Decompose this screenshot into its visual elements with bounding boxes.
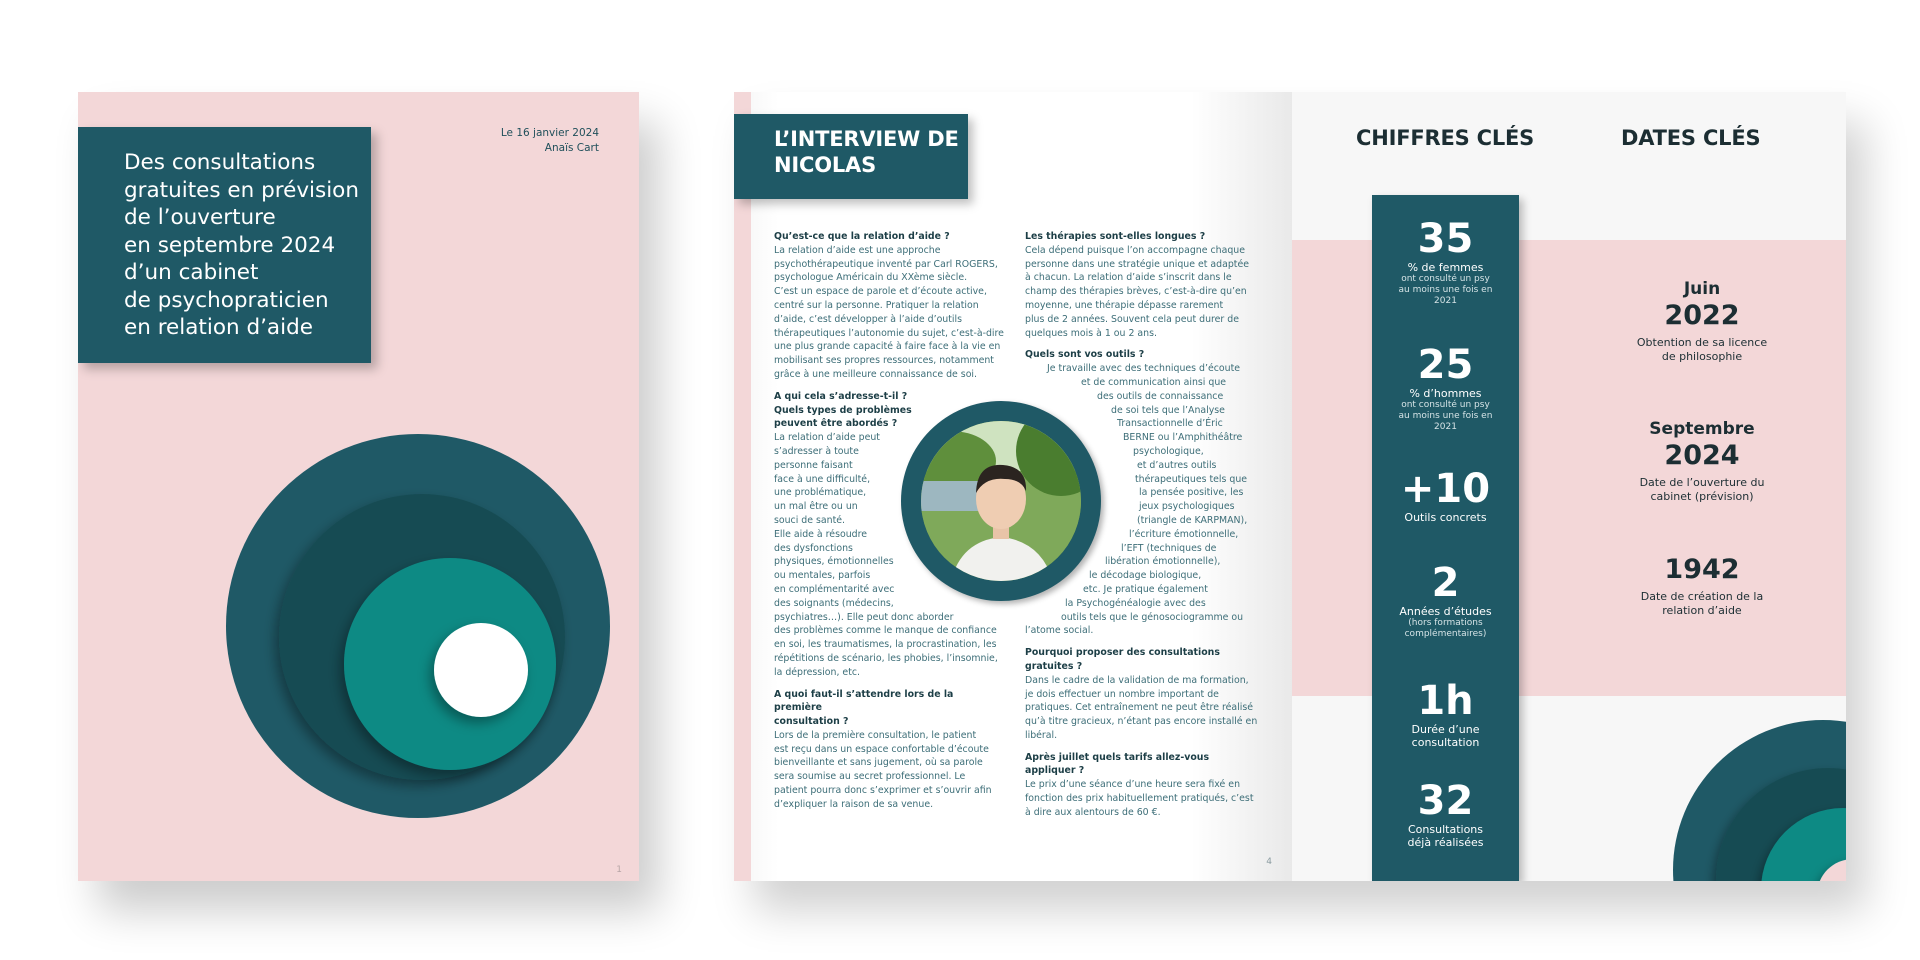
stat-item <box>1372 217 1519 307</box>
stat-sub: ont consulté un psy au moins une fois en 2021 <box>1398 274 1493 306</box>
answer-line: personne dans une stratégie unique et adaptée <box>1025 258 1250 270</box>
answer-line: des soignants (médecins, <box>774 597 894 609</box>
answer-line: centré sur la personne. Pratiquer la relation <box>774 299 979 311</box>
answer-line: Elle aide à résoudre <box>774 528 867 540</box>
interview-page <box>734 92 1292 881</box>
answer-line: une plus grande capacité à faire face à la vie en <box>774 341 1001 353</box>
answer-line: des dysfonctions <box>774 542 853 554</box>
qa-section <box>1025 646 1258 743</box>
answer-line: l’écriture émotionnelle, <box>1129 528 1239 540</box>
question: A quoi faut-il s’attendre lors de la première <box>774 688 954 714</box>
cover-meta <box>501 126 599 156</box>
answer-line: et de communication ainsi que <box>1081 376 1227 388</box>
stat-label: % de femmes <box>1407 261 1484 274</box>
answer-line: face à une difficulté, <box>774 473 871 485</box>
date-year: 1942 <box>1664 554 1740 585</box>
qa-section <box>774 230 1002 382</box>
concentric-circles-illustration <box>226 434 626 834</box>
stat-item <box>1372 343 1519 433</box>
stat-sub: ont consulté un psy au moins une fois en 2021 <box>1398 400 1493 432</box>
answer-line: C’est un espace de parole et d’écoute active, <box>774 286 987 298</box>
spread <box>734 92 1846 881</box>
answer-line: je dois effectuer un nombre important de <box>1025 688 1219 700</box>
stat-item <box>1372 467 1519 524</box>
answer-line: Lors de la première consultation, le patient <box>774 729 977 741</box>
answer-line: La relation d’aide peut <box>774 432 880 444</box>
answer-line: et d’autres outils <box>1137 459 1217 471</box>
question: consultation ? <box>774 716 849 728</box>
stat-sub: (hors formations complémentaires) <box>1404 618 1487 639</box>
answer-line: de soi tels que l’Analyse <box>1111 404 1225 416</box>
qa-section <box>774 688 1002 812</box>
question: Après juillet quels tarifs allez-vous appliquer ? <box>1025 751 1210 777</box>
answer-line: l’atome social. <box>1025 625 1094 637</box>
answer-line: l’EFT (techniques de <box>1121 542 1217 554</box>
stat-value: 35 <box>1417 216 1474 262</box>
answer-line: d’aide, c’est développer à l’aide d’outils <box>774 313 963 325</box>
answer-line: ou mentales, parfois <box>774 570 871 582</box>
answer-line: répétitions de scénario, les phobies, l’insomnie, <box>774 652 998 664</box>
cover-title: Des consultations gratuites en prévision de l’ouverture en septembre 2024 d’un cabinet de psychopraticien en relation d’aide <box>124 150 359 340</box>
stat-label: Durée d’une consultation <box>1411 723 1480 749</box>
cover-date: Le 16 janvier 2024 <box>500 127 599 139</box>
answer-line: La relation d’aide est une approche <box>774 244 941 256</box>
question: gratuites ? <box>1025 660 1083 672</box>
answer-line: des problèmes comme le manque de confiance <box>774 625 997 637</box>
center-hole <box>434 623 528 717</box>
answer-line: moyenne, une thérapie dépasse rarement <box>1025 299 1224 311</box>
stat-label: Consultations déjà réalisées <box>1407 823 1484 849</box>
cover-title-box <box>78 127 371 363</box>
answer-line: champ des thérapies brèves, c’est-à-dire qu’en <box>1025 286 1247 298</box>
answer-line: (triangle de KARPMAN), <box>1137 514 1248 526</box>
answer-line: psychiatres…). Elle peut donc aborder <box>774 611 954 623</box>
answer-line: fonction des prix habituellement pratiqués, c’est <box>1025 793 1254 805</box>
answer-line: Cela dépend puisque l’on accompagne chaque <box>1025 244 1245 256</box>
answer-line: souci de santé. <box>774 514 845 526</box>
date-month: Septembre <box>1649 419 1755 439</box>
question: Qu’est-ce que la relation d’aide ? <box>774 231 950 242</box>
question: Quels types de problèmes <box>774 404 912 416</box>
question: peuvent être abordés ? <box>774 418 898 430</box>
answer-line: des outils de connaissance <box>1097 390 1224 402</box>
date-description: Date de création de la relation d’aide <box>1640 590 1764 617</box>
answer-line: etc. Je pratique également <box>1083 583 1208 595</box>
stat-value: 32 <box>1417 778 1474 824</box>
date-month: Juin <box>1683 279 1721 299</box>
page-edge-strip <box>734 92 751 881</box>
answer-line: outils tels que le génosociogramme ou <box>1061 611 1244 623</box>
answer-line: qu’à titre gracieux, n’étant pas encore installé en <box>1025 716 1258 728</box>
answer-line: grâce à une meilleure connaissance de soi. <box>774 368 978 380</box>
answer-line: Transactionnelle d’Éric <box>1117 418 1223 430</box>
answer-line: bienveillante et sans jugement, où sa parole <box>774 757 983 769</box>
answer-line: d’expliquer la raison de sa venue. <box>774 798 934 810</box>
answer-line: est reçu dans un espace confortable d’écoute <box>774 743 989 755</box>
corner-circles-illustration <box>1673 720 1846 881</box>
date-year: 2024 <box>1664 440 1740 471</box>
answer-line: plus de 2 années. Souvent cela peut durer de <box>1025 313 1239 325</box>
stat-value: +10 <box>1400 466 1491 512</box>
answer-line: thérapeutiques tels que <box>1135 473 1248 485</box>
answer-line: le décodage biologique, <box>1089 570 1202 582</box>
stats-column <box>1372 195 1519 881</box>
answer-line: à dire aux alentours de 60 €. <box>1025 806 1161 818</box>
qa-section <box>1025 230 1255 340</box>
answer-line: en soi, les traumatismes, la procrastination, les <box>774 639 997 651</box>
answer-line: à chacun. La relation d’aide s’inscrit dans le <box>1025 272 1232 284</box>
answer-line: patient pourra donc s’exprimer et s’ouvrir afin <box>774 785 992 797</box>
date-item <box>1602 278 1802 364</box>
answer-line: psychologique, <box>1133 445 1204 457</box>
stat-value: 25 <box>1417 342 1474 388</box>
date-item <box>1602 554 1802 618</box>
answer-line: un mal être ou un <box>774 501 858 513</box>
answer-line: pratiques. Cet entraînement ne peut être réalisé <box>1025 702 1253 714</box>
interview-page-number: 4 <box>1266 857 1272 867</box>
stat-item <box>1372 679 1519 749</box>
question: Les thérapies sont-elles longues ? <box>1025 231 1206 242</box>
answer-line: psychologue Américain du XXème siècle. <box>774 272 968 284</box>
chiffres-header: CHIFFRES CLÉS <box>1356 126 1535 150</box>
portrait-frame <box>901 401 1101 601</box>
answer-line: BERNE ou l’Amphithéâtre <box>1123 432 1243 444</box>
cover-page-number: 1 <box>616 865 622 875</box>
answer-line: mobilisant ses propres ressources, notamment <box>774 355 994 367</box>
date-year: 2022 <box>1664 300 1740 331</box>
answer-line: jeux psychologiques <box>1139 501 1235 513</box>
answer-line: en complémentarité avec <box>774 583 895 595</box>
date-item <box>1602 418 1802 504</box>
dates-header: DATES CLÉS <box>1621 126 1761 150</box>
answer-line: la dépression, etc. <box>774 666 861 678</box>
answer-line: Dans le cadre de la validation de ma formation, <box>1025 674 1249 686</box>
answer-line: Le prix d’une séance d’une heure sera fixé en <box>1025 779 1241 791</box>
cover-author: Anaïs Cart <box>544 142 599 154</box>
answer-line: la Psychogénéalogie avec des <box>1065 597 1206 609</box>
answer-line: psychothérapeutique inventé par Carl ROGERS, <box>774 258 998 270</box>
portrait-photo <box>921 421 1081 581</box>
answer-line: une problématique, <box>774 487 867 499</box>
key-figures-page <box>1292 92 1846 881</box>
stat-item <box>1372 561 1519 640</box>
answer-line: s’adresser à toute <box>774 445 859 457</box>
stat-value: 1h <box>1417 678 1474 724</box>
answer-line: physiques, émotionnelles <box>774 556 894 568</box>
stat-label: % d’hommes <box>1409 387 1482 400</box>
cover-page <box>78 92 639 881</box>
question: Pourquoi proposer des consultations <box>1025 647 1220 659</box>
answer-line: libération émotionnelle), <box>1105 556 1221 568</box>
interview-title-box <box>734 114 968 199</box>
stat-label: Années d’études <box>1399 605 1492 618</box>
interview-title: L’INTERVIEW DE NICOLAS <box>774 127 959 177</box>
answer-line: thérapeutiques l’autonomie du sujet, c’est-à-dire <box>774 327 1004 339</box>
answer-line: sera soumise au secret professionnel. Le <box>774 771 966 783</box>
answer-line: Je travaille avec des techniques d’écoute <box>1047 363 1241 375</box>
answer-line: quelques mois à 1 ou 2 ans. <box>1025 327 1157 339</box>
question: A qui cela s’adresse-t-il ? <box>774 390 908 402</box>
portrait-illustration <box>921 421 1081 581</box>
stat-label: Outils concrets <box>1404 511 1487 524</box>
stat-item <box>1372 779 1519 849</box>
answer-line: personne faisant <box>774 459 853 471</box>
qa-section <box>1025 751 1255 820</box>
date-description: Obtention de sa licence de philosophie <box>1636 336 1768 363</box>
answer-line: libéral. <box>1025 729 1058 741</box>
stat-value: 2 <box>1431 560 1460 606</box>
answer-line: la pensée positive, les <box>1139 487 1244 499</box>
date-description: Date de l’ouverture du cabinet (prévision) <box>1639 476 1765 503</box>
question: Quels sont vos outils ? <box>1025 349 1145 361</box>
